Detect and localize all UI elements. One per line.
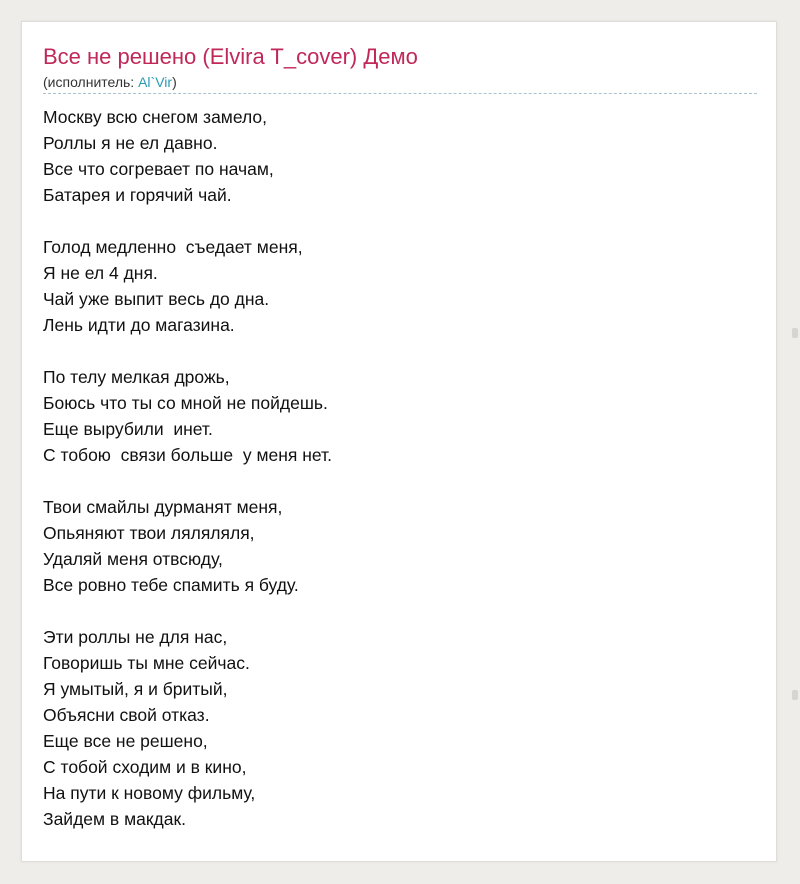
artist-prefix: (исполнитель: xyxy=(43,74,139,90)
artist-suffix: ) xyxy=(172,74,177,90)
artist-link[interactable]: Al`Vir xyxy=(138,74,173,90)
song-lyrics: Москву всю снегом замело, Роллы я не ел давно. Все что согревает по начам, Батарея и горячий чай. Голод медленно съедает меня, Я не ел 4 дня. Чай уже выпит весь до дна. Лень идти до магазина. По телу мелкая дрожь, Боюсь что ты со мной не пойдешь. Еще вырубили инет. С тобою связи больше у меня нет. Твои смайлы дурманят меня, Опьяняют твои ляляляля, Удаляй меня отвсюду, Все ровно тебе спамить я буду. Эти роллы не для нас, Говоришь ты мне сейчас. Я умытый, я и бритый, Объясни свой отказ. Еще все не решено, С тобой сходим и в кино, На пути к новому фильму, Зайдем в макдак. xyxy=(43,107,332,829)
song-title: Все не решено (Elvira T_cover) Демо xyxy=(43,44,418,69)
lyrics-card xyxy=(21,21,777,862)
edge-mark-top xyxy=(792,328,798,338)
edge-mark-bottom xyxy=(792,690,798,700)
artist-line xyxy=(43,73,177,91)
title-divider xyxy=(43,93,757,94)
